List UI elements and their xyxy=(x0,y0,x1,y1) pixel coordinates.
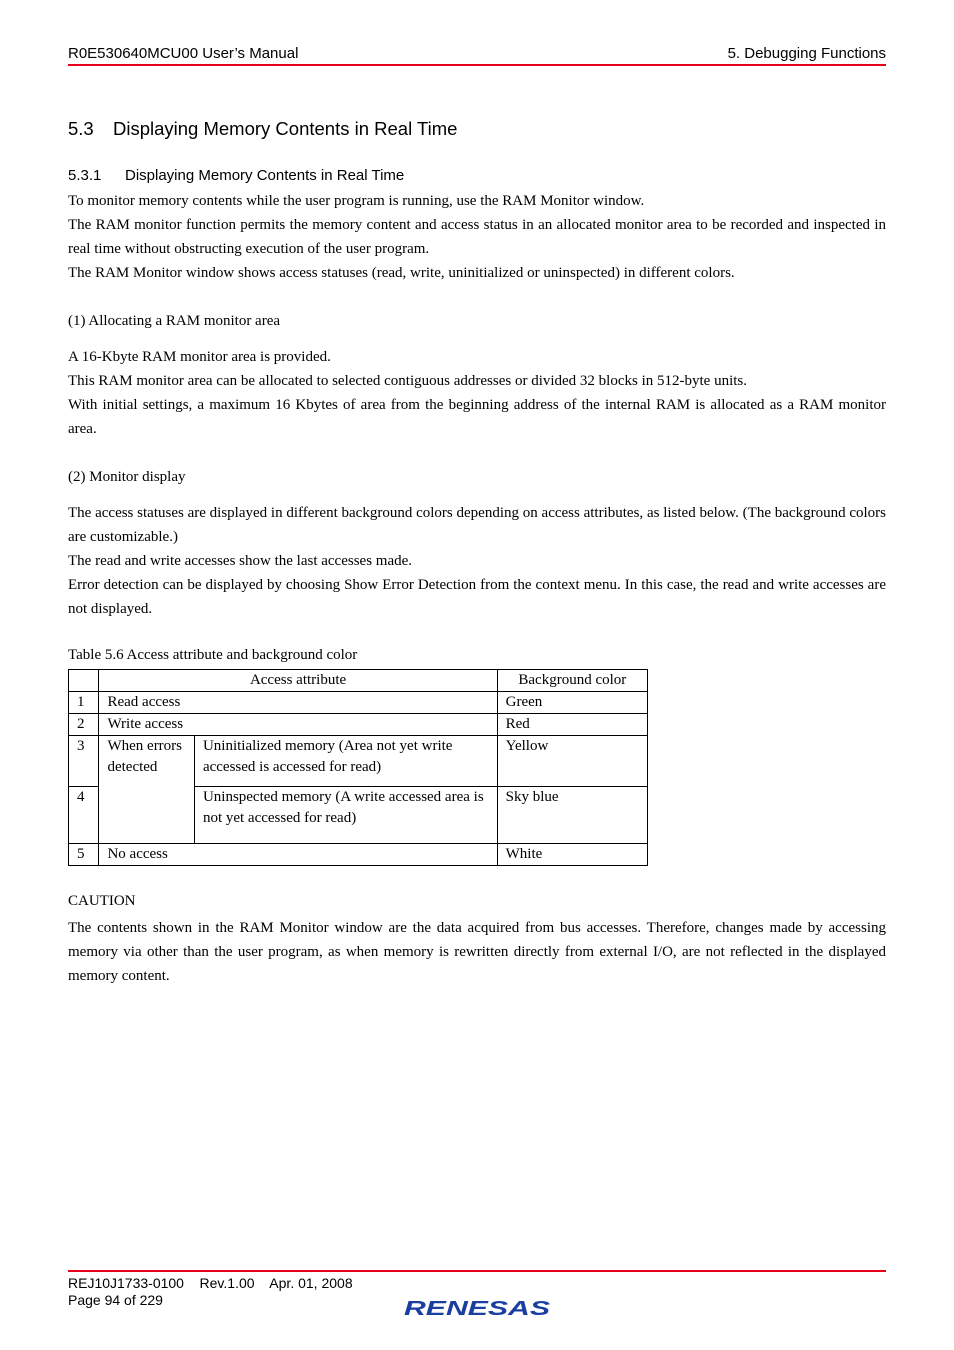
row-attribute: No access xyxy=(99,844,497,866)
intro-line: The RAM Monitor window shows access statuses (read, write, uninitialized or uninspected) in different colors. xyxy=(68,265,735,281)
row-attribute: Uninitialized memory (Area not yet write accessed is accessed for read) xyxy=(194,736,497,787)
caution-title: CAUTION xyxy=(68,893,136,909)
footer-rule xyxy=(68,1270,886,1272)
table-header-attribute: Access attribute xyxy=(99,670,497,692)
row-number: 5 xyxy=(69,844,99,866)
subsection-heading xyxy=(68,167,404,184)
intro-line: The RAM monitor function permits the memory content and access status in an allocated monitor area to be recorded and inspected in real time without obstructing execution of the user program. xyxy=(68,217,886,257)
item1-body xyxy=(68,345,886,441)
item1-line: A 16-Kbyte RAM monitor area is provided. xyxy=(68,349,331,365)
section-heading xyxy=(68,118,457,140)
table-header-row xyxy=(69,670,648,692)
item2-body xyxy=(68,501,886,621)
row-attribute: Write access xyxy=(99,714,497,736)
header-rule xyxy=(68,64,886,66)
caution-text: The contents shown in the RAM Monitor window are the data acquired from bus accesses. Therefore, changes made by accessing memory via other than the user program, as when memory is rewritten directly from external I/O, are not reflected in the displayed memory content. xyxy=(68,920,886,984)
renesas-logo-text: RENESAS xyxy=(404,1298,551,1319)
table-header-color: Background color xyxy=(497,670,647,692)
item1-line: This RAM monitor area can be allocated to selected contiguous addresses or divided 32 blocks in 512-byte units. xyxy=(68,373,748,389)
table-row xyxy=(69,736,648,787)
row-color: Red xyxy=(497,714,647,736)
table-caption: Table 5.6 Access attribute and background color xyxy=(68,647,358,663)
item2-heading: (2) Monitor display xyxy=(68,469,186,485)
item1-line: With initial settings, a maximum 16 Kbytes of area from the beginning address of the internal RAM is allocated as a RAM monitor area. xyxy=(68,397,886,437)
row-attribute: Uninspected memory (A write accessed area is not yet accessed for read) xyxy=(194,787,497,844)
item2-line: The read and write accesses show the last accesses made. xyxy=(68,553,413,569)
header-manual-title: R0E530640MCU00 User’s Manual xyxy=(68,45,299,62)
header-chapter-title: 5. Debugging Functions xyxy=(727,45,886,62)
item2-line: The access statuses are displayed in different background colors depending on access attributes, as listed below. (The background colors are customizable.) xyxy=(68,505,886,545)
footer-page-number: Page 94 of 229 xyxy=(68,1292,163,1308)
row-number: 2 xyxy=(69,714,99,736)
footer-doc-info: REJ10J1733-0100 Rev.1.00 Apr. 01, 2008 xyxy=(68,1275,353,1291)
table-row xyxy=(69,844,648,866)
table-row xyxy=(69,692,648,714)
section-title: Displaying Memory Contents in Real Time xyxy=(113,118,458,139)
row-color: Sky blue xyxy=(497,787,647,844)
row-color: Green xyxy=(497,692,647,714)
table-header-no xyxy=(69,670,99,692)
subsection-number: 5.3.1 xyxy=(68,167,102,184)
item2-line: Error detection can be displayed by choosing Show Error Detection from the context menu. In this case, the read and write accesses are not displayed. xyxy=(68,577,886,617)
subsection-title: Displaying Memory Contents in Real Time xyxy=(125,167,405,184)
row-number: 4 xyxy=(69,787,99,844)
intro-paragraph xyxy=(68,189,886,285)
row-attribute: Read access xyxy=(99,692,497,714)
section-number: 5.3 xyxy=(68,118,94,139)
table-row xyxy=(69,714,648,736)
row-color: Yellow xyxy=(497,736,647,787)
row-number: 1 xyxy=(69,692,99,714)
intro-line: To monitor memory contents while the user program is running, use the RAM Monitor window. xyxy=(68,193,645,209)
item1-heading: (1) Allocating a RAM monitor area xyxy=(68,313,281,329)
row-number: 3 xyxy=(69,736,99,787)
renesas-logo xyxy=(402,1295,552,1319)
access-attribute-table xyxy=(68,669,648,866)
row-error-group: When errors detected xyxy=(99,736,194,844)
row-color: White xyxy=(497,844,647,866)
